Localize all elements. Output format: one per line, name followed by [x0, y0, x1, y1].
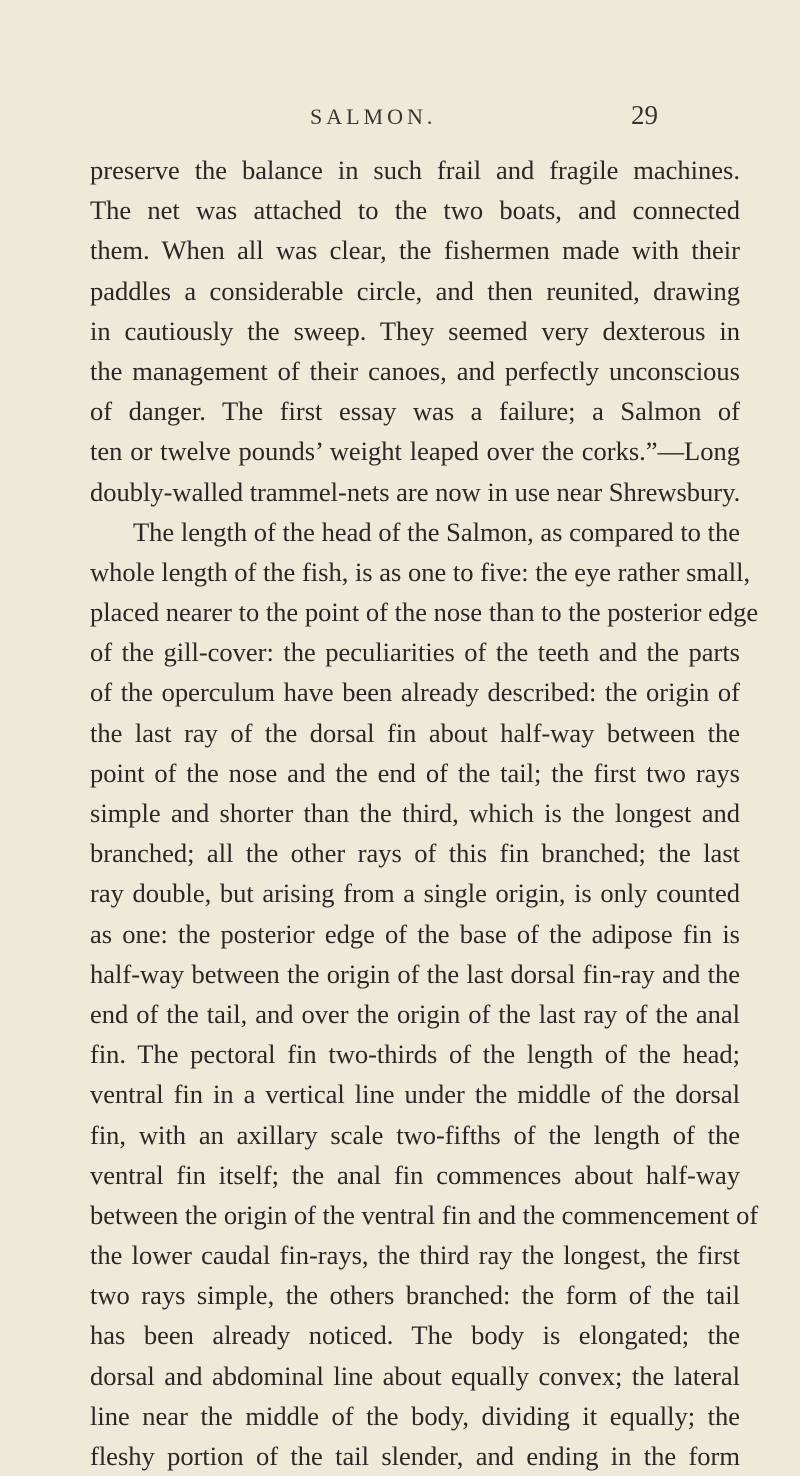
text-line: line near the middle of the body, dividing it equally; the: [90, 1400, 740, 1431]
text-line: preserve the balance in such frail and fragile machines.: [90, 155, 740, 185]
text-line: as one: the posterior edge of the base of the adipose fin is: [90, 918, 740, 949]
text-line: of danger. The first essay was a failure; a Salmon of: [90, 396, 740, 427]
text-line: ten or twelve pounds’ weight leaped over the corks.”—Long: [90, 436, 740, 467]
text-line: two rays simple, the others branched: the form of the tail: [90, 1280, 740, 1311]
text-line: in cautiously the sweep. They seemed very dexterous in: [90, 315, 740, 346]
text-line: of the gill-cover: the peculiarities of the teeth and the parts: [90, 637, 740, 668]
text-line: of the operculum have been already described: the origin of: [90, 677, 740, 708]
text-line: fin, with an axillary scale two-fifths of the length of the: [90, 1119, 740, 1150]
text-line: simple and shorter than the third, which is the longest and: [90, 798, 740, 828]
text-line: half-way between the origin of the last dorsal fin-ray and the: [90, 958, 740, 989]
text-line: whole length of the fish, is as one to five: the eye rather small,: [90, 556, 751, 587]
text-line: end of the tail, and over the origin of the last ray of the anal: [90, 998, 740, 1029]
text-line: has been already noticed. The body is elongated; the: [90, 1320, 740, 1351]
paragraph-start-line: The length of the head of the Salmon, as compared to the: [133, 516, 740, 547]
text-line: the lower caudal fin-rays, the third ray the longest, the first: [90, 1240, 740, 1271]
text-line: dorsal and abdominal line about equally convex; the lateral: [90, 1360, 740, 1391]
text-line: branched; all the other rays of this fin branched; the last: [90, 838, 740, 869]
text-line: doubly-walled trammel-nets are now in use near Shrewsbury.: [90, 476, 741, 507]
text-line: point of the nose and the end of the tail; the first two rays: [90, 757, 740, 788]
running-title: SALMON.: [310, 104, 437, 129]
page-number: 29: [631, 100, 658, 130]
text-line: ventral fin itself; the anal fin commences about half-way: [90, 1159, 740, 1190]
text-line: the management of their canoes, and perfectly unconscious: [90, 355, 740, 386]
text-line: between the origin of the ventral fin and the commencement of: [90, 1199, 759, 1230]
text-line: paddles a considerable circle, and then reunited, drawing: [90, 275, 740, 306]
text-line: The net was attached to the two boats, and connected: [90, 195, 740, 226]
text-line: ventral fin in a vertical line under the middle of the dorsal: [90, 1079, 740, 1110]
text-line: the last ray of the dorsal fin about half-way between the: [90, 717, 740, 748]
text-line: them. When all was clear, the fishermen made with their: [90, 235, 740, 266]
text-line: fleshy portion of the tail slender, and ending in the form: [90, 1441, 740, 1471]
text-line: placed nearer to the point of the nose than to the posterior edge: [90, 597, 759, 628]
body-text: [90, 150, 759, 1476]
text-line: ray double, but arising from a single origin, is only counted: [90, 878, 740, 909]
text-line: fin. The pectoral fin two-thirds of the length of the head;: [90, 1039, 740, 1070]
running-head: [0, 98, 800, 134]
